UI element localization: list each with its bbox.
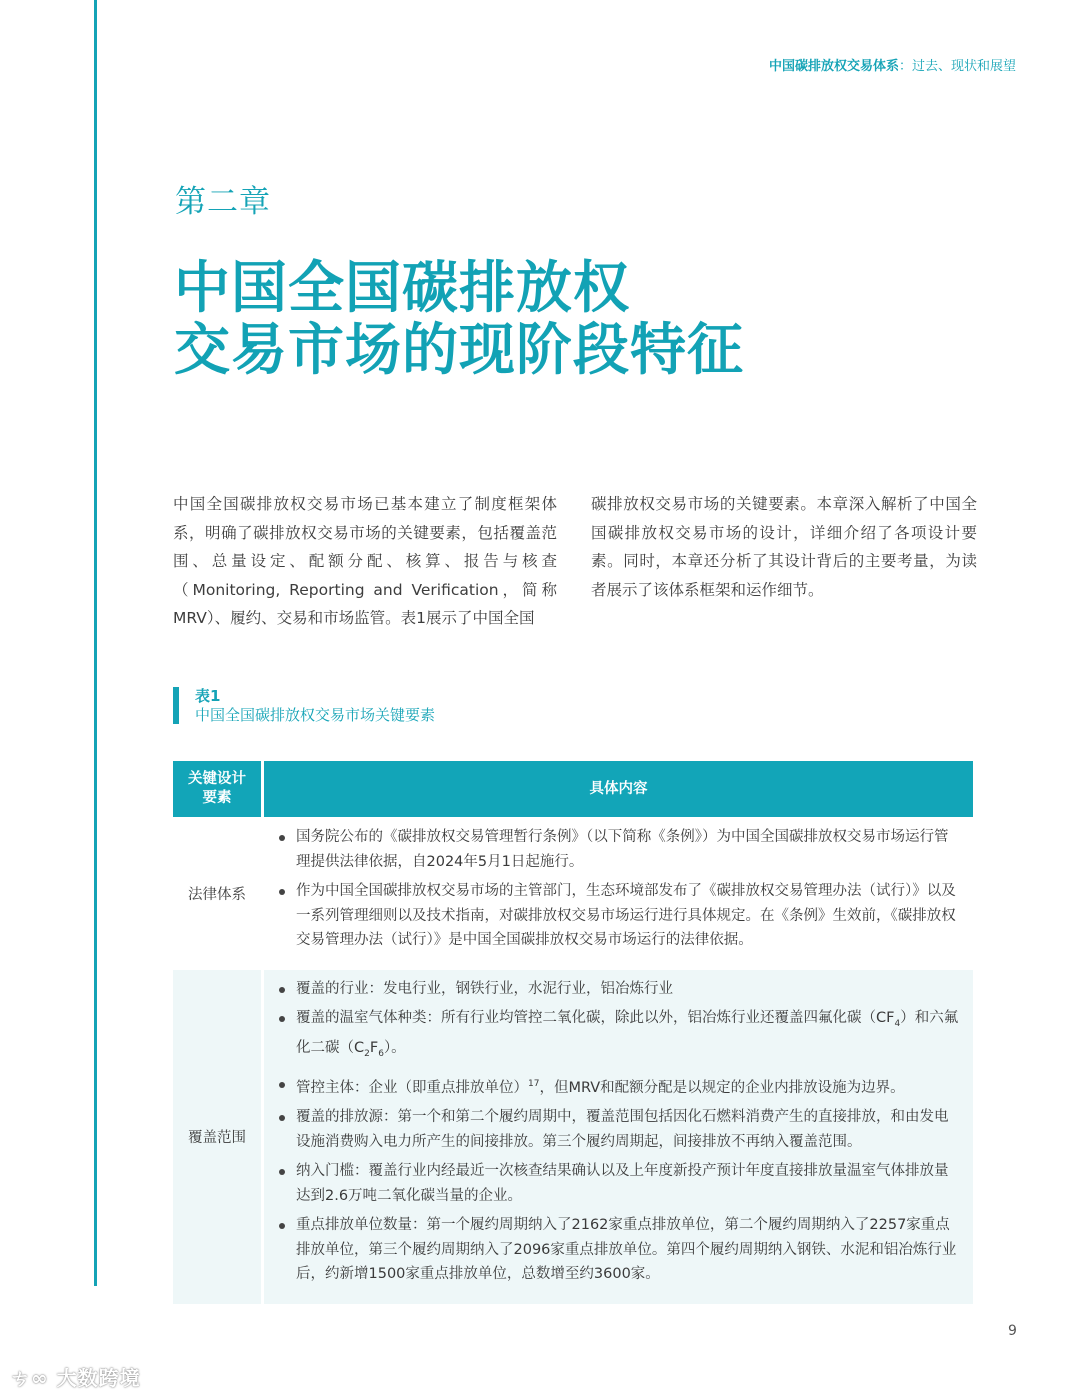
chapter-label: 第二章 xyxy=(175,184,271,220)
running-header xyxy=(769,55,1016,74)
intro-paragraph-left: 中国全国碳排放权交易市场已基本建立了制度框架体系，明确了碳排放权交易市场的关键要素，包括覆盖范围、总量设定、配额分配、核算、报告与核查（Monitoring, Reporting and Verification，简称MRV）、履约、交易和市场监管。表1展示了中国全国 xyxy=(173,495,557,628)
text-segment: ，但MRV和配额分配是以规定的企业内排放设施为边界。 xyxy=(539,1079,905,1096)
title-line-1: 中国全国碳排放权 xyxy=(174,256,630,321)
running-header-title: 中国碳排放权交易体系 xyxy=(768,59,899,74)
page-number: 9 xyxy=(1008,1323,1017,1339)
bullet-list xyxy=(276,825,959,953)
text-segment: 覆盖的温室气体种类：所有行业均管控二氧化碳，除此以外，铝冶炼行业还覆盖四氟化碳（CF xyxy=(296,1010,895,1026)
content-cell xyxy=(263,970,974,1304)
watermark-logo: ㄘ∞ 大数跨境 xyxy=(10,1366,141,1390)
column-header-content: 具体内容 xyxy=(263,761,974,817)
text-segment: 管控主体：企业（即重点排放单位） xyxy=(296,1079,528,1096)
text-segment: 作为中国全国碳排放权交易市场的主管部门，生态环境部发布了《碳排放权交易管理办法（试行）》以及一系列管理细则以及技术指南，对碳排放权交易市场运行进行具体规定。在《条例》生效前，《碳排放权交易管理办法（试行）》是中国全国碳排放权交易市场运行的法律依据。 xyxy=(296,883,956,948)
text-segment: F xyxy=(369,1040,379,1057)
text-segment: ）。 xyxy=(383,1040,406,1057)
table-row xyxy=(173,817,973,970)
text-segment: 重点排放单位数量：第一个履约周期纳入了2162家重点排放单位，第二个履约周期纳入了2257家重点排放单位，第三个履约周期纳入了2096家重点排放单位。第四个履约周期纳入钢铁、水泥和铝冶炼行业后，约新增1500家重点排放单位，总数增至约3600家。 xyxy=(296,1217,957,1283)
text-segment: 覆盖的行业：发电行业，钢铁行业，水泥行业，铝冶炼行业 xyxy=(296,980,673,997)
running-header-subtitle: ：过去、现状和展望 xyxy=(898,59,1016,74)
text-segment: 国务院公布的《碳排放权交易管理暂行条例》（以下简称《条例》）为中国全国碳排放权交易市场运行管理提供法律依据，自2024年5月1日起施行。 xyxy=(296,829,949,870)
key-elements-table xyxy=(173,761,973,1304)
subscript: 4 xyxy=(894,1018,901,1029)
bullet-list xyxy=(276,977,959,1287)
table-caption xyxy=(173,687,435,724)
list-item xyxy=(276,879,959,953)
table-number: 表1 xyxy=(195,687,221,705)
title-line-2: 交易市场的现阶段特征 xyxy=(174,318,744,383)
intro-paragraph-right: 碳排放权交易市场的关键要素。本章深入解析了中国全国碳排放权交易市场的设计，详细介绍了各项设计要素。同时，本章还分析了其设计背后的主要考量，为读者展示了该体系框架和运作细节。 xyxy=(591,495,977,599)
text-segment: 纳入门槛：覆盖行业内经最近一次核查结果确认以及上年度新投产预计年度直接排放量温室气体排放量达到2.6万吨二氧化碳当量的企业。 xyxy=(296,1163,949,1204)
list-item xyxy=(276,1072,959,1100)
column-header-element: 关键设计要素 xyxy=(173,761,263,817)
design-element-cell: 覆盖范围 xyxy=(173,970,263,1304)
margin-rule xyxy=(94,0,97,1286)
list-item xyxy=(276,1006,959,1067)
list-item xyxy=(276,825,959,874)
table-title: 中国全国碳排放权交易市场关键要素 xyxy=(195,706,436,724)
content-cell xyxy=(263,817,974,970)
text-segment: ）和六氟化二碳（C xyxy=(296,1010,959,1057)
subscript: 2 xyxy=(364,1049,370,1060)
table-header-row xyxy=(173,761,973,817)
table-row xyxy=(173,970,973,1304)
page-title xyxy=(174,258,744,382)
text-segment: 覆盖的排放源：第一个和第二个履约周期中，覆盖范围包括因化石燃料消费产生的直接排放，和由发电设施消费购入电力所产生的间接排放。第三个履约周期起，间接排放不再纳入覆盖范围。 xyxy=(296,1109,949,1150)
footnote-ref[interactable]: 17 xyxy=(528,1078,540,1089)
list-item xyxy=(276,1159,959,1208)
design-element-cell: 法律体系 xyxy=(173,817,263,970)
list-item xyxy=(276,977,959,1002)
subscript: 6 xyxy=(378,1049,384,1060)
list-item xyxy=(276,1105,959,1154)
list-item xyxy=(276,1213,959,1287)
